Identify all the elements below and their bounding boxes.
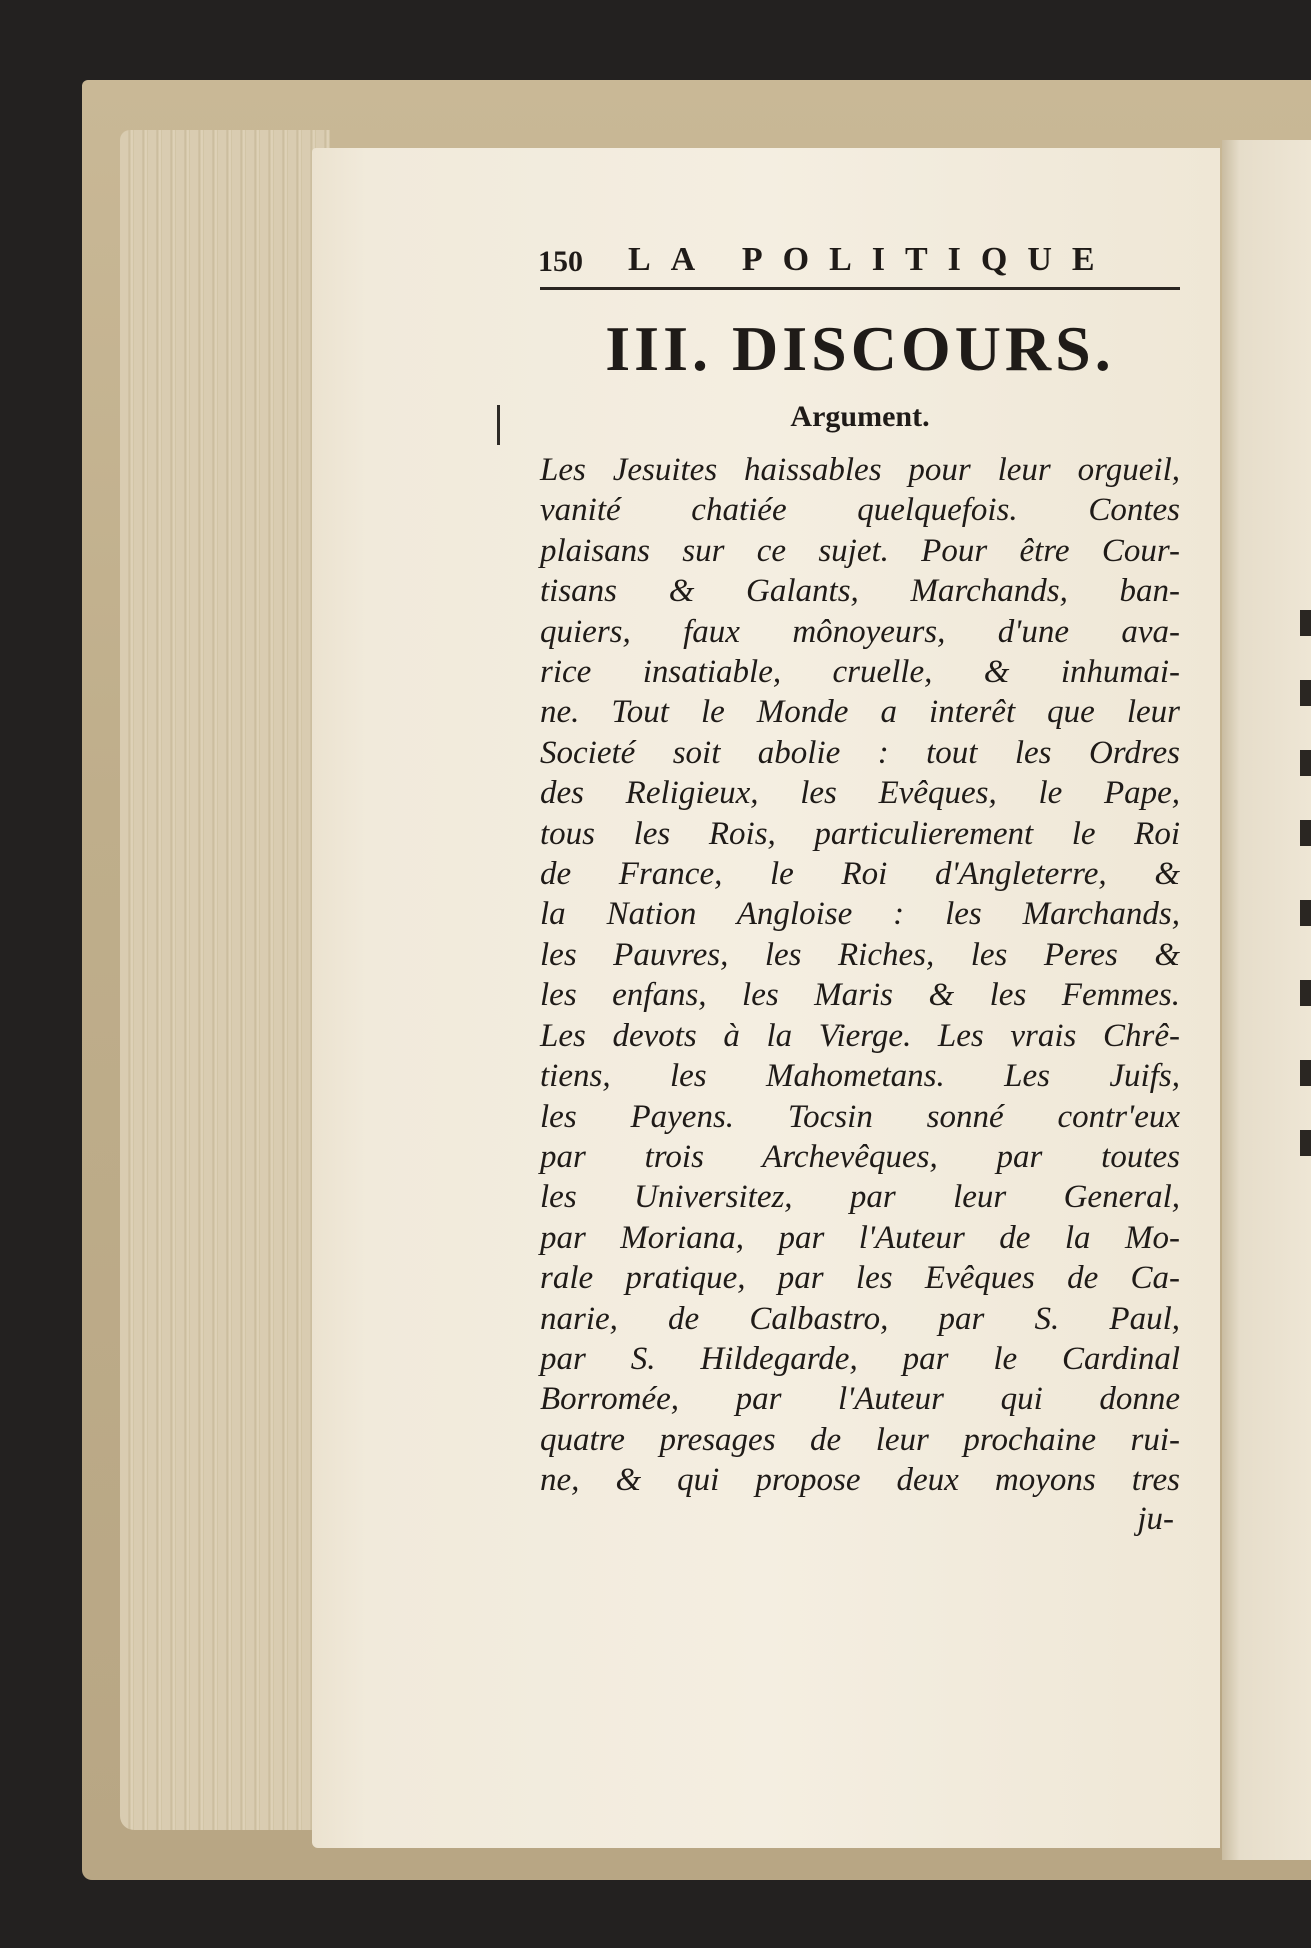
text-line: ne. Tout le Monde a interêt que leur — [540, 694, 1180, 731]
text-line: rale pratique, par les Evêques de Ca- — [540, 1260, 1180, 1297]
catchword: ju- — [1137, 1500, 1174, 1537]
text-line: Societé soit abolie : tout les Ordres — [540, 734, 1180, 771]
text-line: ne, & qui propose deux moyons tres — [540, 1462, 1180, 1499]
text-line: plaisans sur ce sujet. Pour être Cour- — [540, 532, 1180, 569]
text-line: Borromée, par l'Auteur qui donne — [540, 1381, 1180, 1418]
text-line: quiers, faux mônoyeurs, d'une ava- — [540, 613, 1180, 650]
text-line: tous les Rois, particulierement le Roi — [540, 815, 1180, 852]
text-line: rice insatiable, cruelle, & inhumai- — [540, 654, 1180, 691]
text-line: les Payens. Tocsin sonné contr'eux — [540, 1098, 1180, 1135]
page-content — [540, 225, 1180, 1538]
text-line: par trois Archevêques, par toutes — [540, 1138, 1180, 1175]
text-line: tisans & Galants, Marchands, ban- — [540, 573, 1180, 610]
text-line: vanité chatiée quelquefois. Contes — [540, 492, 1180, 529]
running-title: LA POLITIQUE — [628, 241, 1115, 278]
chapter-title: III. DISCOURS. — [605, 313, 1115, 384]
facing-text-fragment — [1300, 750, 1311, 776]
text-line: Les devots à la Vierge. Les vrais Chrê- — [540, 1017, 1180, 1054]
page-edges — [120, 130, 330, 1830]
text-line: les enfans, les Maris & les Femmes. — [540, 977, 1180, 1014]
text-line: par Moriana, par l'Auteur de la Mo- — [540, 1219, 1180, 1256]
facing-text-fragment — [1300, 820, 1311, 846]
text-line: quatre presages de leur prochaine rui- — [540, 1421, 1180, 1458]
argument-text — [540, 450, 1180, 1501]
text-line: des Religieux, les Evêques, le Pape, — [540, 775, 1180, 812]
margin-mark — [497, 405, 500, 445]
facing-text-fragment — [1300, 680, 1311, 706]
facing-page-edge — [1222, 140, 1311, 1860]
page-number: 150 — [538, 245, 583, 278]
text-line: de France, le Roi d'Angleterre, & — [540, 856, 1180, 893]
text-line: la Nation Angloise : les Marchands, — [540, 896, 1180, 933]
facing-text-fragment — [1300, 1060, 1311, 1086]
section-label: Argument. — [790, 400, 930, 433]
text-line: les Universitez, par leur General, — [540, 1179, 1180, 1216]
facing-text-fragment — [1300, 610, 1311, 636]
text-line: tiens, les Mahometans. Les Juifs, — [540, 1058, 1180, 1095]
facing-text-fragment — [1300, 900, 1311, 926]
text-line: narie, de Calbastro, par S. Paul, — [540, 1300, 1180, 1337]
running-header — [540, 225, 1180, 290]
text-line: Les Jesuites haissables pour leur orgueil, — [540, 452, 1180, 488]
facing-text-fragment — [1300, 980, 1311, 1006]
text-line: par S. Hildegarde, par le Cardinal — [540, 1340, 1180, 1377]
text-line: les Pauvres, les Riches, les Peres & — [540, 936, 1180, 973]
facing-text-fragment — [1300, 1130, 1311, 1156]
